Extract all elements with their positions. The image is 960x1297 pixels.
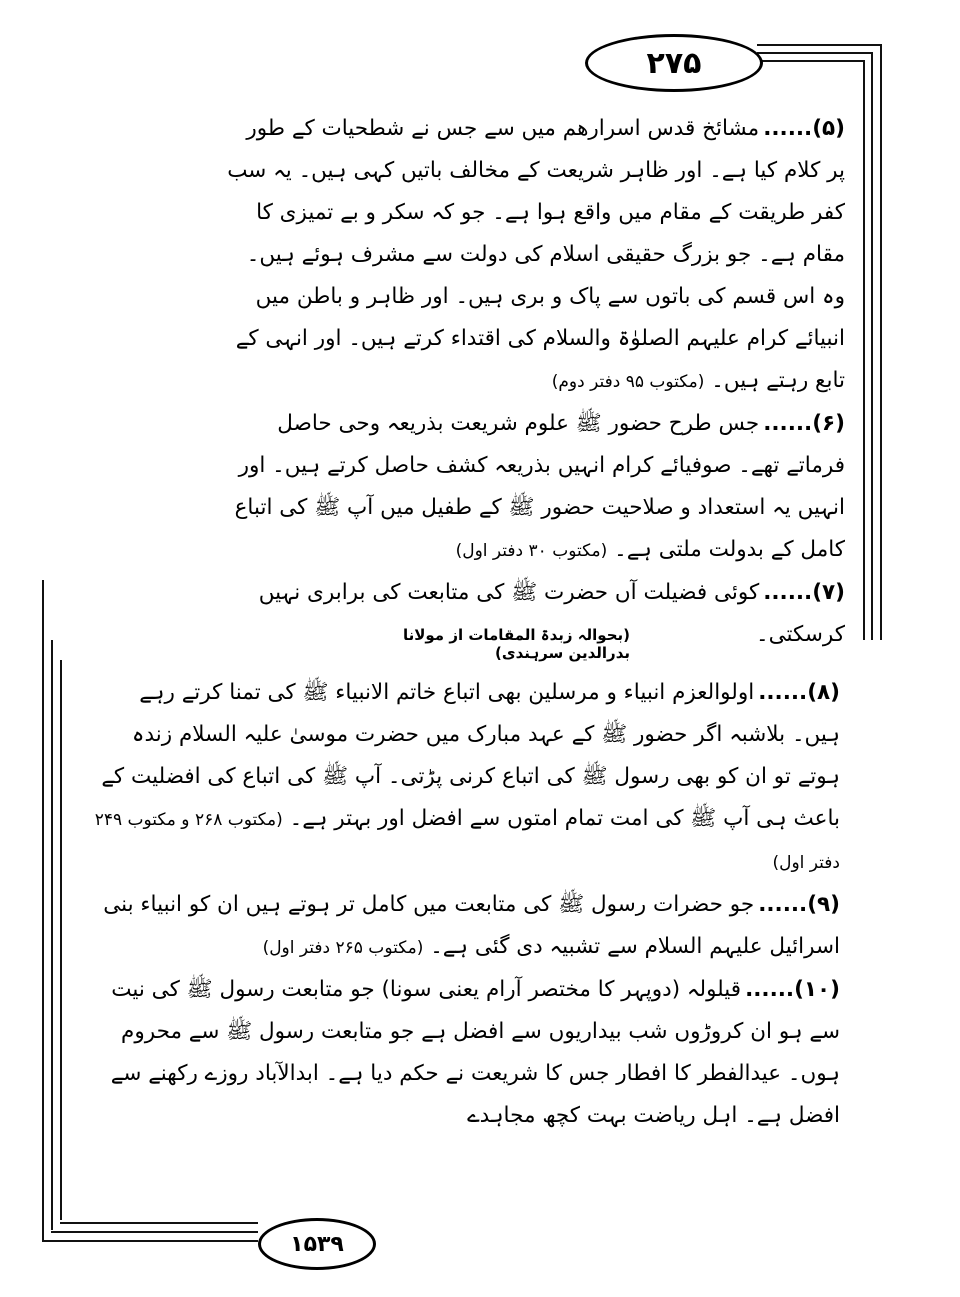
item-8-text: اولوالعزم انبیاء و مرسلین بھی اتباع خاتم الانبیاء ﷺ کی تمنا کرتے رہے ہیں۔ بلاشبہ اگر حضور ﷺ کے عہد مبارک میں حضرت موسیٰ علیہ السلام زندہ ہوتے تو ان کو بھی رسول ﷺ کی اتباع کرنی پڑتی۔ آپ ﷺ کی اتباع کی افضلیت کے باعث ہی آپ ﷺ کی امت تمام امتوں سے افضل اور بہتر ہے۔ <box>101 680 840 831</box>
item-10-text: قیلولہ (دوپہر کا مختصر آرام یعنی سونا) جو متابعت رسول ﷺ کی نیت سے ہو ان کروڑوں شب بیداریوں سے افضل ہے جو متابعت رسول ﷺ سے محروم ہوں۔ عیدالفطر کا افطار جس کا شریعت نے حکم دیا ہے۔ ابدالآباد روزے رکھنے سے افضل ہے۔ اہل ریاضت بہت کچھ مجاہدے <box>110 977 840 1128</box>
item-9-reference: (مکتوب ۲۶۵ دفتر اول) <box>262 938 424 958</box>
item-5-number: (۵)...... <box>763 116 845 141</box>
top-border-line <box>757 44 882 46</box>
item-10-number: (۱۰)...... <box>745 977 840 1002</box>
top-border-line-inner <box>757 52 873 54</box>
left-border-line-inner-2 <box>60 660 62 1220</box>
header-page-number-text: ۲۷۵ <box>646 45 702 81</box>
top-border-line-inner-2 <box>757 60 865 62</box>
item-6 <box>225 403 845 572</box>
item-8-reference: (مکتوب ۲۶۸ و مکتوب ۲۴۹ دفتر اول) <box>94 810 840 873</box>
footer-page-number <box>258 1218 376 1270</box>
item-9-number: (۹)...... <box>758 892 840 917</box>
item-5 <box>225 108 845 403</box>
item-8-number: (۸)...... <box>758 680 840 705</box>
bottom-border-line-inner-2 <box>60 1222 258 1224</box>
left-border-line-inner <box>51 640 53 1230</box>
source-note: (بحوالہ زبدۃ المقامات از مولانا بدرالدین سرہندی) <box>402 626 630 662</box>
item-6-reference: (مکتوب ۳۰ دفتر اول) <box>455 541 608 561</box>
item-7-text: کوئی فضیلت آں حضرت ﷺ کی متابعت کی برابری نہیں کرسکتی۔ <box>258 580 845 647</box>
lower-text-block <box>90 672 840 1137</box>
item-7-number: (۷)...... <box>763 580 845 605</box>
item-6-number: (۶)...... <box>763 411 845 436</box>
item-8 <box>90 672 840 884</box>
right-border-line-inner <box>871 52 873 640</box>
item-5-reference: (مکتوب ۹۵ دفتر دوم) <box>551 372 705 392</box>
footer-page-number-text: ۱۵۳۹ <box>290 1231 344 1257</box>
bottom-border-line <box>42 1240 258 1242</box>
item-9 <box>90 884 840 969</box>
left-border-line <box>42 580 44 1240</box>
right-border-line <box>880 44 882 640</box>
item-6-text: جس طرح حضور ﷺ علوم شریعت بذریعہ وحی حاصل فرماتے تھے۔ صوفیائے کرام انہیں بذریعہ کشف حاصل کرتے ہیں۔ اور انہیں یہ استعداد و صلاحیت حضور ﷺ کے طفیل میں آپ ﷺ کی اتباع کامل کے بدولت ملتی ہے۔ <box>234 411 845 562</box>
item-5-text: مشائخ قدس اسرارھم میں سے جس نے شطحیات کے طور پر کلام کیا ہے۔ اور ظاہر شریعت کے مخالف باتیں کہی ہیں۔ یہ سب کفر طریقت کے مقام میں واقع ہوا ہے۔ جو کہ سکر و بے تمیزی کا مقام ہے۔ جو بزرگ حقیقی اسلام کی دولت سے مشرف ہوئے ہیں۔ وہ اس قسم کی باتوں سے پاک و بری ہیں۔ اور ظاہر و باطن میں انبیائے کرام علیہم الصلوٰۃ والسلام کی اقتداء کرتے ہیں۔ اور انہی کے تابع رہتے ہیں۔ <box>227 116 845 393</box>
bottom-border-line-inner <box>51 1231 258 1233</box>
header-page-number <box>585 34 763 92</box>
item-9-text: جو حضرات رسول ﷺ کی متابعت میں کامل تر ہوتے ہیں ان کو انبیاء بنی اسرائیل علیہم السلام سے تشبیہ دی گئی ہے۔ <box>103 892 840 959</box>
item-10 <box>90 969 840 1137</box>
upper-text-block <box>225 108 845 656</box>
right-border-line-inner-2 <box>863 60 865 640</box>
